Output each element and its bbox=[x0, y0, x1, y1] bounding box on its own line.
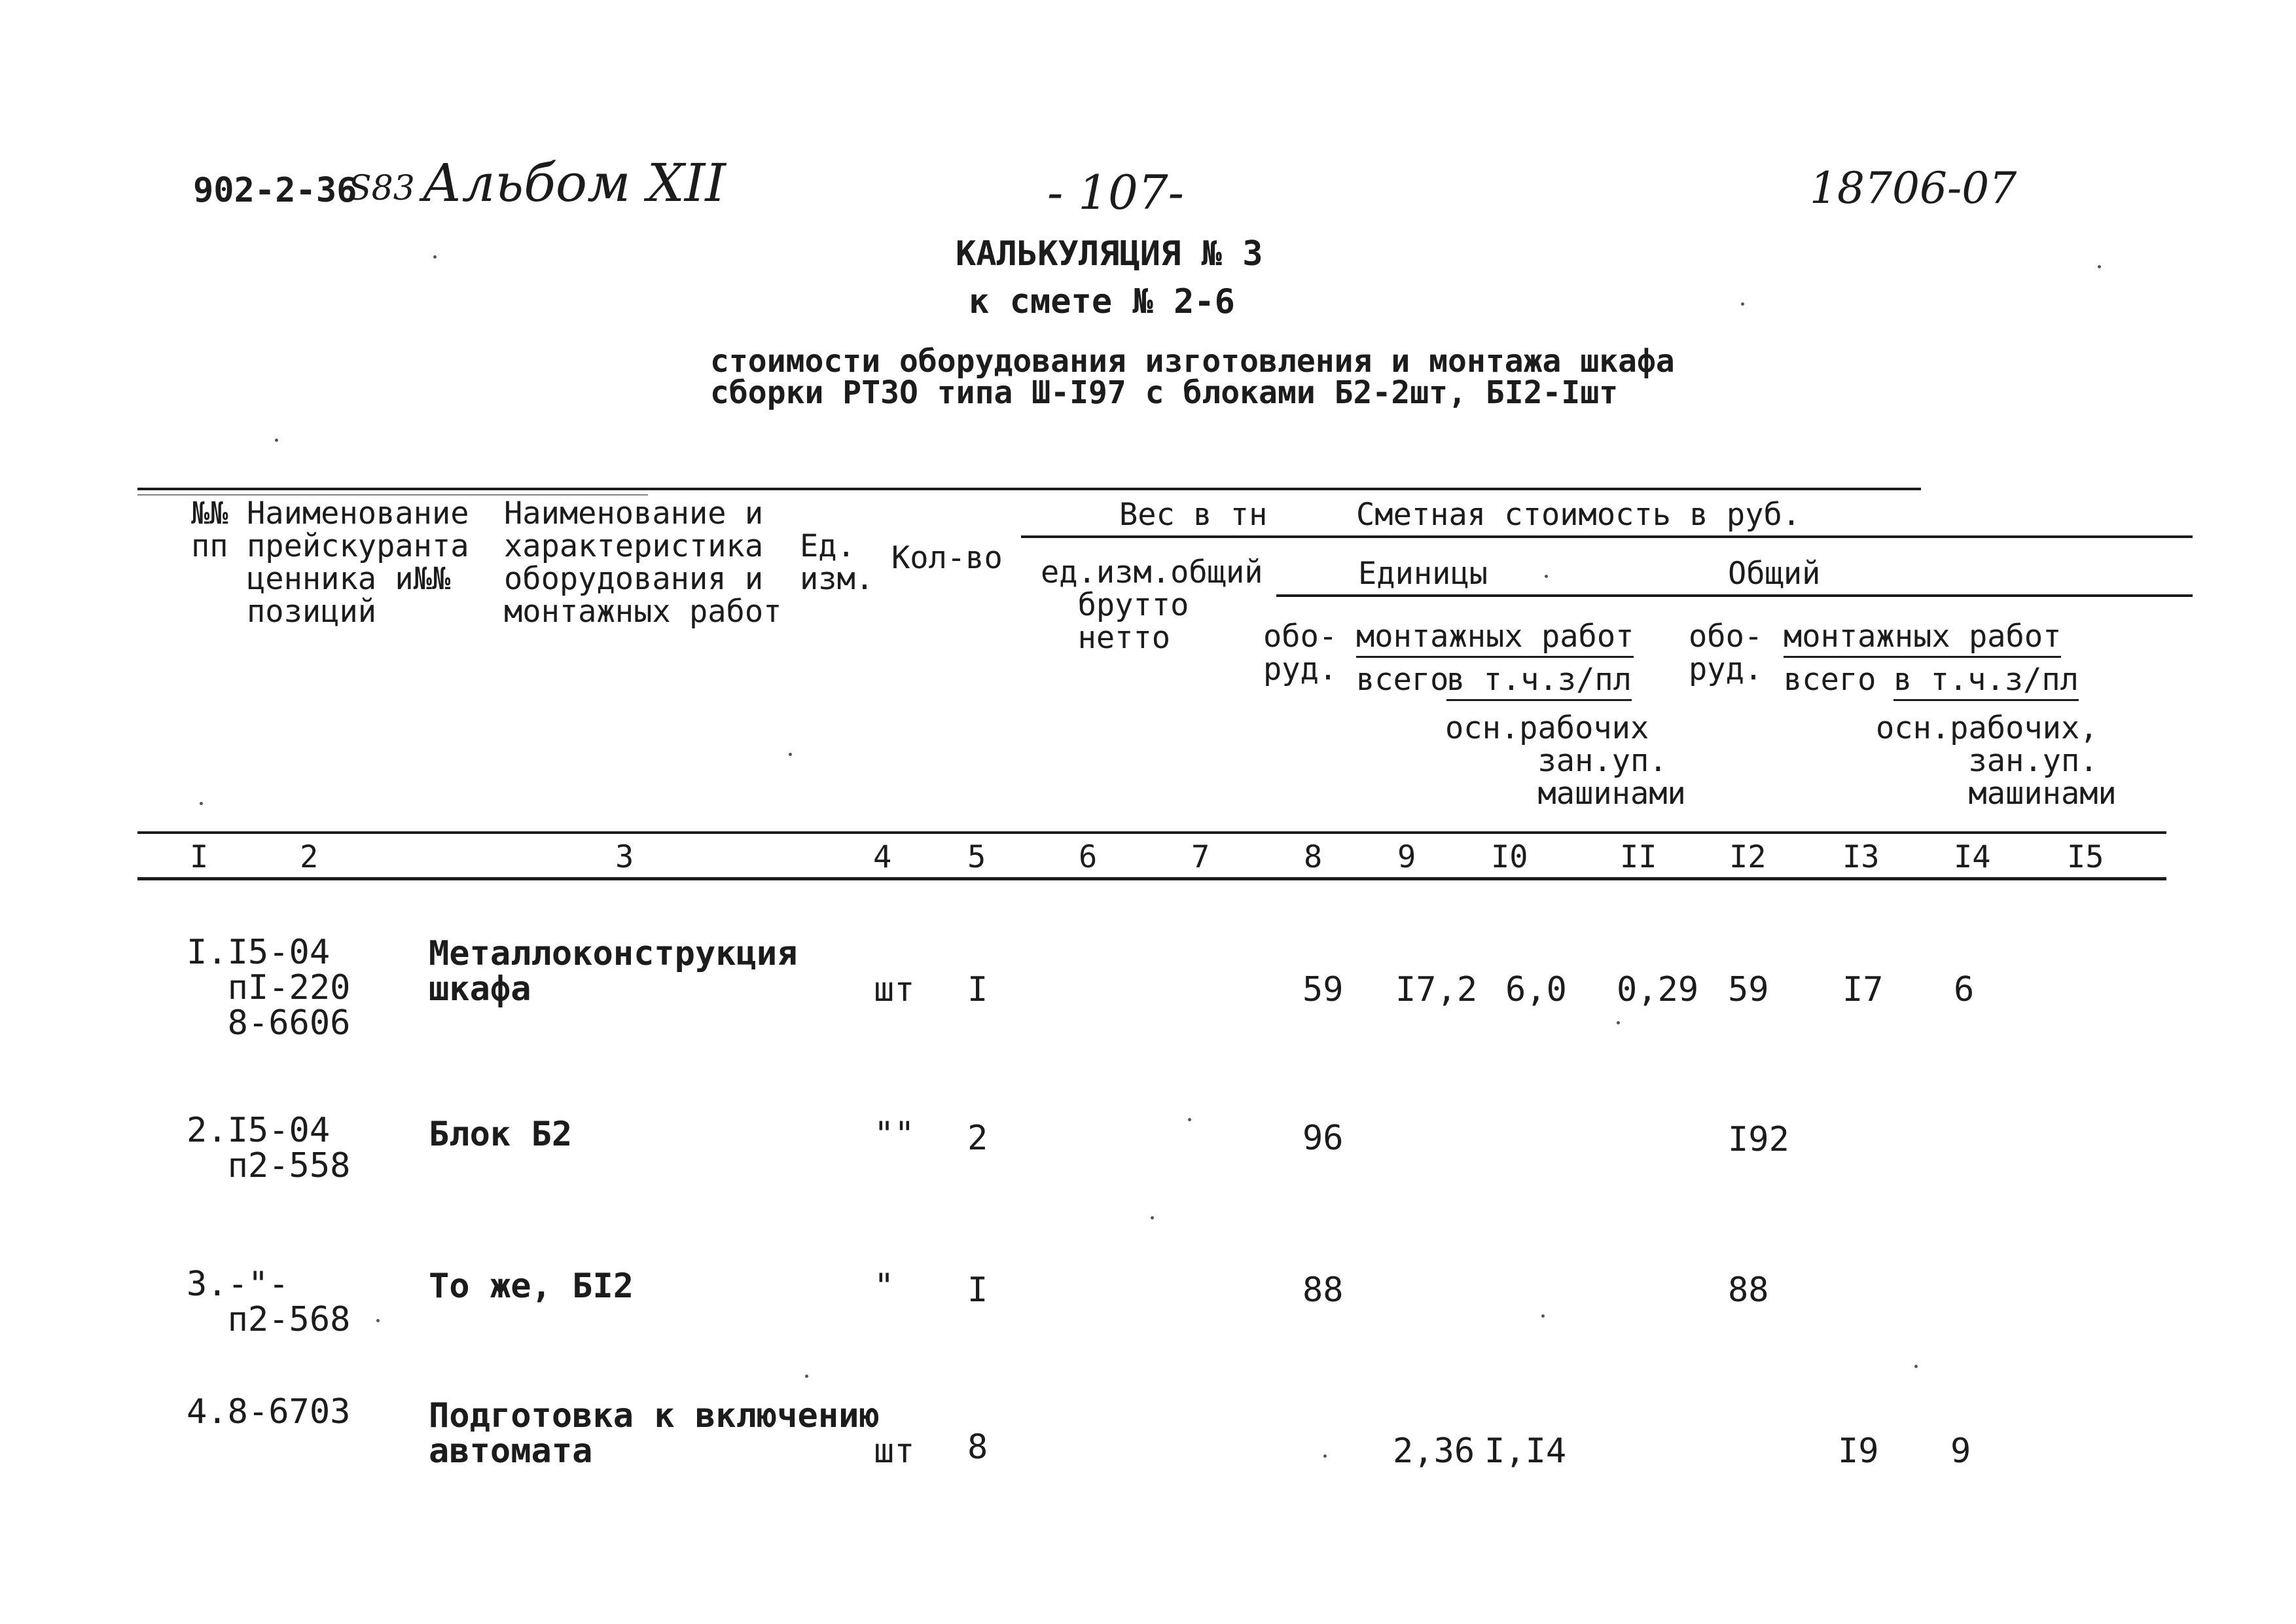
calculation-title: КАЛЬКУЛЯЦИЯ № 3 bbox=[956, 234, 1263, 274]
row-quantity: I bbox=[967, 1271, 988, 1310]
scan-speck bbox=[200, 802, 203, 805]
row-unit: "" bbox=[874, 1115, 915, 1154]
column-number: 6 bbox=[1079, 839, 1098, 875]
scan-speck bbox=[1914, 1365, 1918, 1368]
header-total-unit: всего bbox=[1356, 662, 1449, 698]
scan-speck bbox=[1188, 1118, 1191, 1121]
column-number: I4 bbox=[1954, 839, 1991, 875]
scan-speck bbox=[1545, 575, 1548, 578]
scan-speck bbox=[1617, 1021, 1620, 1024]
row-unit: шт bbox=[874, 1432, 915, 1471]
row-pricelist-code: 3.-"- п2-568 bbox=[187, 1265, 351, 1339]
header-unit: Ед. изм. bbox=[800, 528, 874, 597]
header-unit-cost: Единицы bbox=[1358, 556, 1488, 592]
header-estimated-cost: Сметная стоимость в руб. bbox=[1356, 497, 1801, 533]
weight-cost-rule bbox=[1021, 535, 2193, 538]
header-row-number: №№ пп bbox=[191, 496, 228, 564]
header-including-wages-unit-text: в т.ч.з/пл bbox=[1446, 662, 1632, 701]
album-label: Альбом XII bbox=[422, 153, 726, 213]
row-item-name: Блок Б2 bbox=[429, 1115, 573, 1154]
scan-speck bbox=[805, 1375, 808, 1378]
scan-speck bbox=[1741, 302, 1744, 306]
table-top-rule bbox=[137, 488, 1921, 490]
document-number: 18706-07 bbox=[1810, 163, 2017, 213]
document-code: 902-2-36 bbox=[193, 171, 357, 210]
header-total-cost: Общий bbox=[1728, 556, 1821, 592]
row-mounting-unit-total: I7,2 bbox=[1395, 970, 1478, 1009]
row-equipment-total-cost: 59 bbox=[1728, 970, 1769, 1009]
row-quantity: I bbox=[967, 970, 988, 1009]
header-including-wages-unit bbox=[1446, 664, 1632, 696]
row-pricelist-code: I.I5-04 пI-220 8-6606 bbox=[187, 933, 351, 1043]
row-mounting-total: I7 bbox=[1842, 970, 1884, 1009]
row-equipment-total-cost: 88 bbox=[1728, 1271, 1769, 1310]
row-quantity: 2 bbox=[967, 1119, 988, 1158]
column-number: 2 bbox=[300, 839, 319, 875]
column-number: I0 bbox=[1491, 839, 1528, 875]
column-number: 4 bbox=[873, 839, 892, 875]
subtitle-line2: сборки РТЗО типа Ш-I97 с блоками Б2-2шт, БI2-Iшт bbox=[710, 374, 1619, 411]
row-equipment-unit-cost: 59 bbox=[1302, 970, 1344, 1009]
header-bottom-rule bbox=[137, 831, 2166, 834]
row-mounting-unit-wages: I,I4 bbox=[1484, 1432, 1567, 1471]
row-item-name: Металлоконструкция шкафа bbox=[429, 934, 798, 1009]
scan-speck bbox=[1323, 1454, 1327, 1458]
header-including-wages-total-text: в т.ч.з/пл bbox=[1893, 662, 2079, 701]
row-item-name: Подготовка к включению автомата bbox=[429, 1396, 880, 1471]
header-quantity: Кол-во bbox=[891, 540, 1003, 576]
row-mounting-total-wages: 6 bbox=[1954, 970, 1975, 1009]
row-mounting-total-wages: 9 bbox=[1950, 1432, 1971, 1471]
subtitle-line1: стоимости оборудования изготовления и монтажа шкафа bbox=[710, 343, 1675, 380]
row-unit: " bbox=[874, 1267, 895, 1306]
row-pricelist-code: 4.8-6703 bbox=[187, 1392, 351, 1432]
header-workers-unit: осн.рабочих зан.уп. машинами bbox=[1445, 710, 1686, 812]
scan-speck bbox=[275, 439, 278, 442]
page-number: - 107- bbox=[1047, 165, 1184, 220]
row-mounting-unit-total: 2,36 bbox=[1393, 1432, 1475, 1471]
scan-speck bbox=[433, 255, 437, 259]
column-number: I bbox=[190, 839, 209, 875]
header-equipment-unit: обо- руд. bbox=[1263, 619, 1338, 687]
handwritten-code-suffix: S83 bbox=[348, 169, 415, 208]
row-equipment-unit-cost: 96 bbox=[1302, 1119, 1344, 1158]
column-number: I5 bbox=[2067, 839, 2104, 875]
header-mounting-unit bbox=[1356, 621, 1634, 653]
column-number: 7 bbox=[1191, 839, 1210, 875]
scan-speck bbox=[376, 1319, 380, 1322]
header-workers-total: осн.рабочих, зан.уп. машинами bbox=[1876, 710, 2117, 812]
header-weight-sub: ед.изм.общий брутто нетто bbox=[1041, 554, 1263, 656]
scan-speck bbox=[789, 753, 792, 756]
row-mounting-unit-workers: 0,29 bbox=[1617, 970, 1699, 1009]
column-number: 5 bbox=[967, 839, 986, 875]
row-pricelist-code: 2.I5-04 п2-558 bbox=[187, 1111, 351, 1185]
column-number: 8 bbox=[1304, 839, 1323, 875]
header-equipment-total: обо- руд. bbox=[1689, 619, 1763, 687]
header-total-total: всего bbox=[1784, 662, 1876, 698]
column-number: I3 bbox=[1842, 839, 1880, 875]
column-number: I2 bbox=[1729, 839, 1767, 875]
row-unit: шт bbox=[874, 970, 915, 1009]
row-mounting-total: I9 bbox=[1838, 1432, 1879, 1471]
scan-speck bbox=[2098, 265, 2101, 268]
header-pricelist: Наименование прейскуранта ценника и№№ позиций bbox=[247, 496, 469, 630]
scan-speck bbox=[1151, 1216, 1154, 1219]
column-number: II bbox=[1620, 839, 1657, 875]
column-number: 3 bbox=[615, 839, 634, 875]
header-weight: Вес в тн bbox=[1119, 497, 1268, 533]
row-mounting-unit-wages: 6,0 bbox=[1505, 970, 1567, 1009]
unit-total-rule bbox=[1276, 594, 2193, 597]
row-item-name: То же, БI2 bbox=[429, 1267, 634, 1306]
header-mounting-total-text: монтажных работ bbox=[1784, 619, 2061, 658]
column-numbers-rule bbox=[137, 877, 2166, 880]
row-equipment-unit-cost: 88 bbox=[1302, 1271, 1344, 1310]
row-equipment-total-cost: I92 bbox=[1728, 1120, 1789, 1159]
scan-speck bbox=[1541, 1314, 1545, 1318]
column-number: 9 bbox=[1397, 839, 1416, 875]
header-including-wages-total bbox=[1893, 664, 2079, 696]
header-name: Наименование и характеристика оборудования и монтажных работ bbox=[504, 496, 782, 630]
row-quantity: 8 bbox=[967, 1428, 988, 1467]
estimate-reference: к смете № 2-6 bbox=[969, 282, 1235, 321]
header-mounting-total bbox=[1784, 621, 2061, 653]
header-mounting-unit-text: монтажных работ bbox=[1356, 619, 1634, 658]
